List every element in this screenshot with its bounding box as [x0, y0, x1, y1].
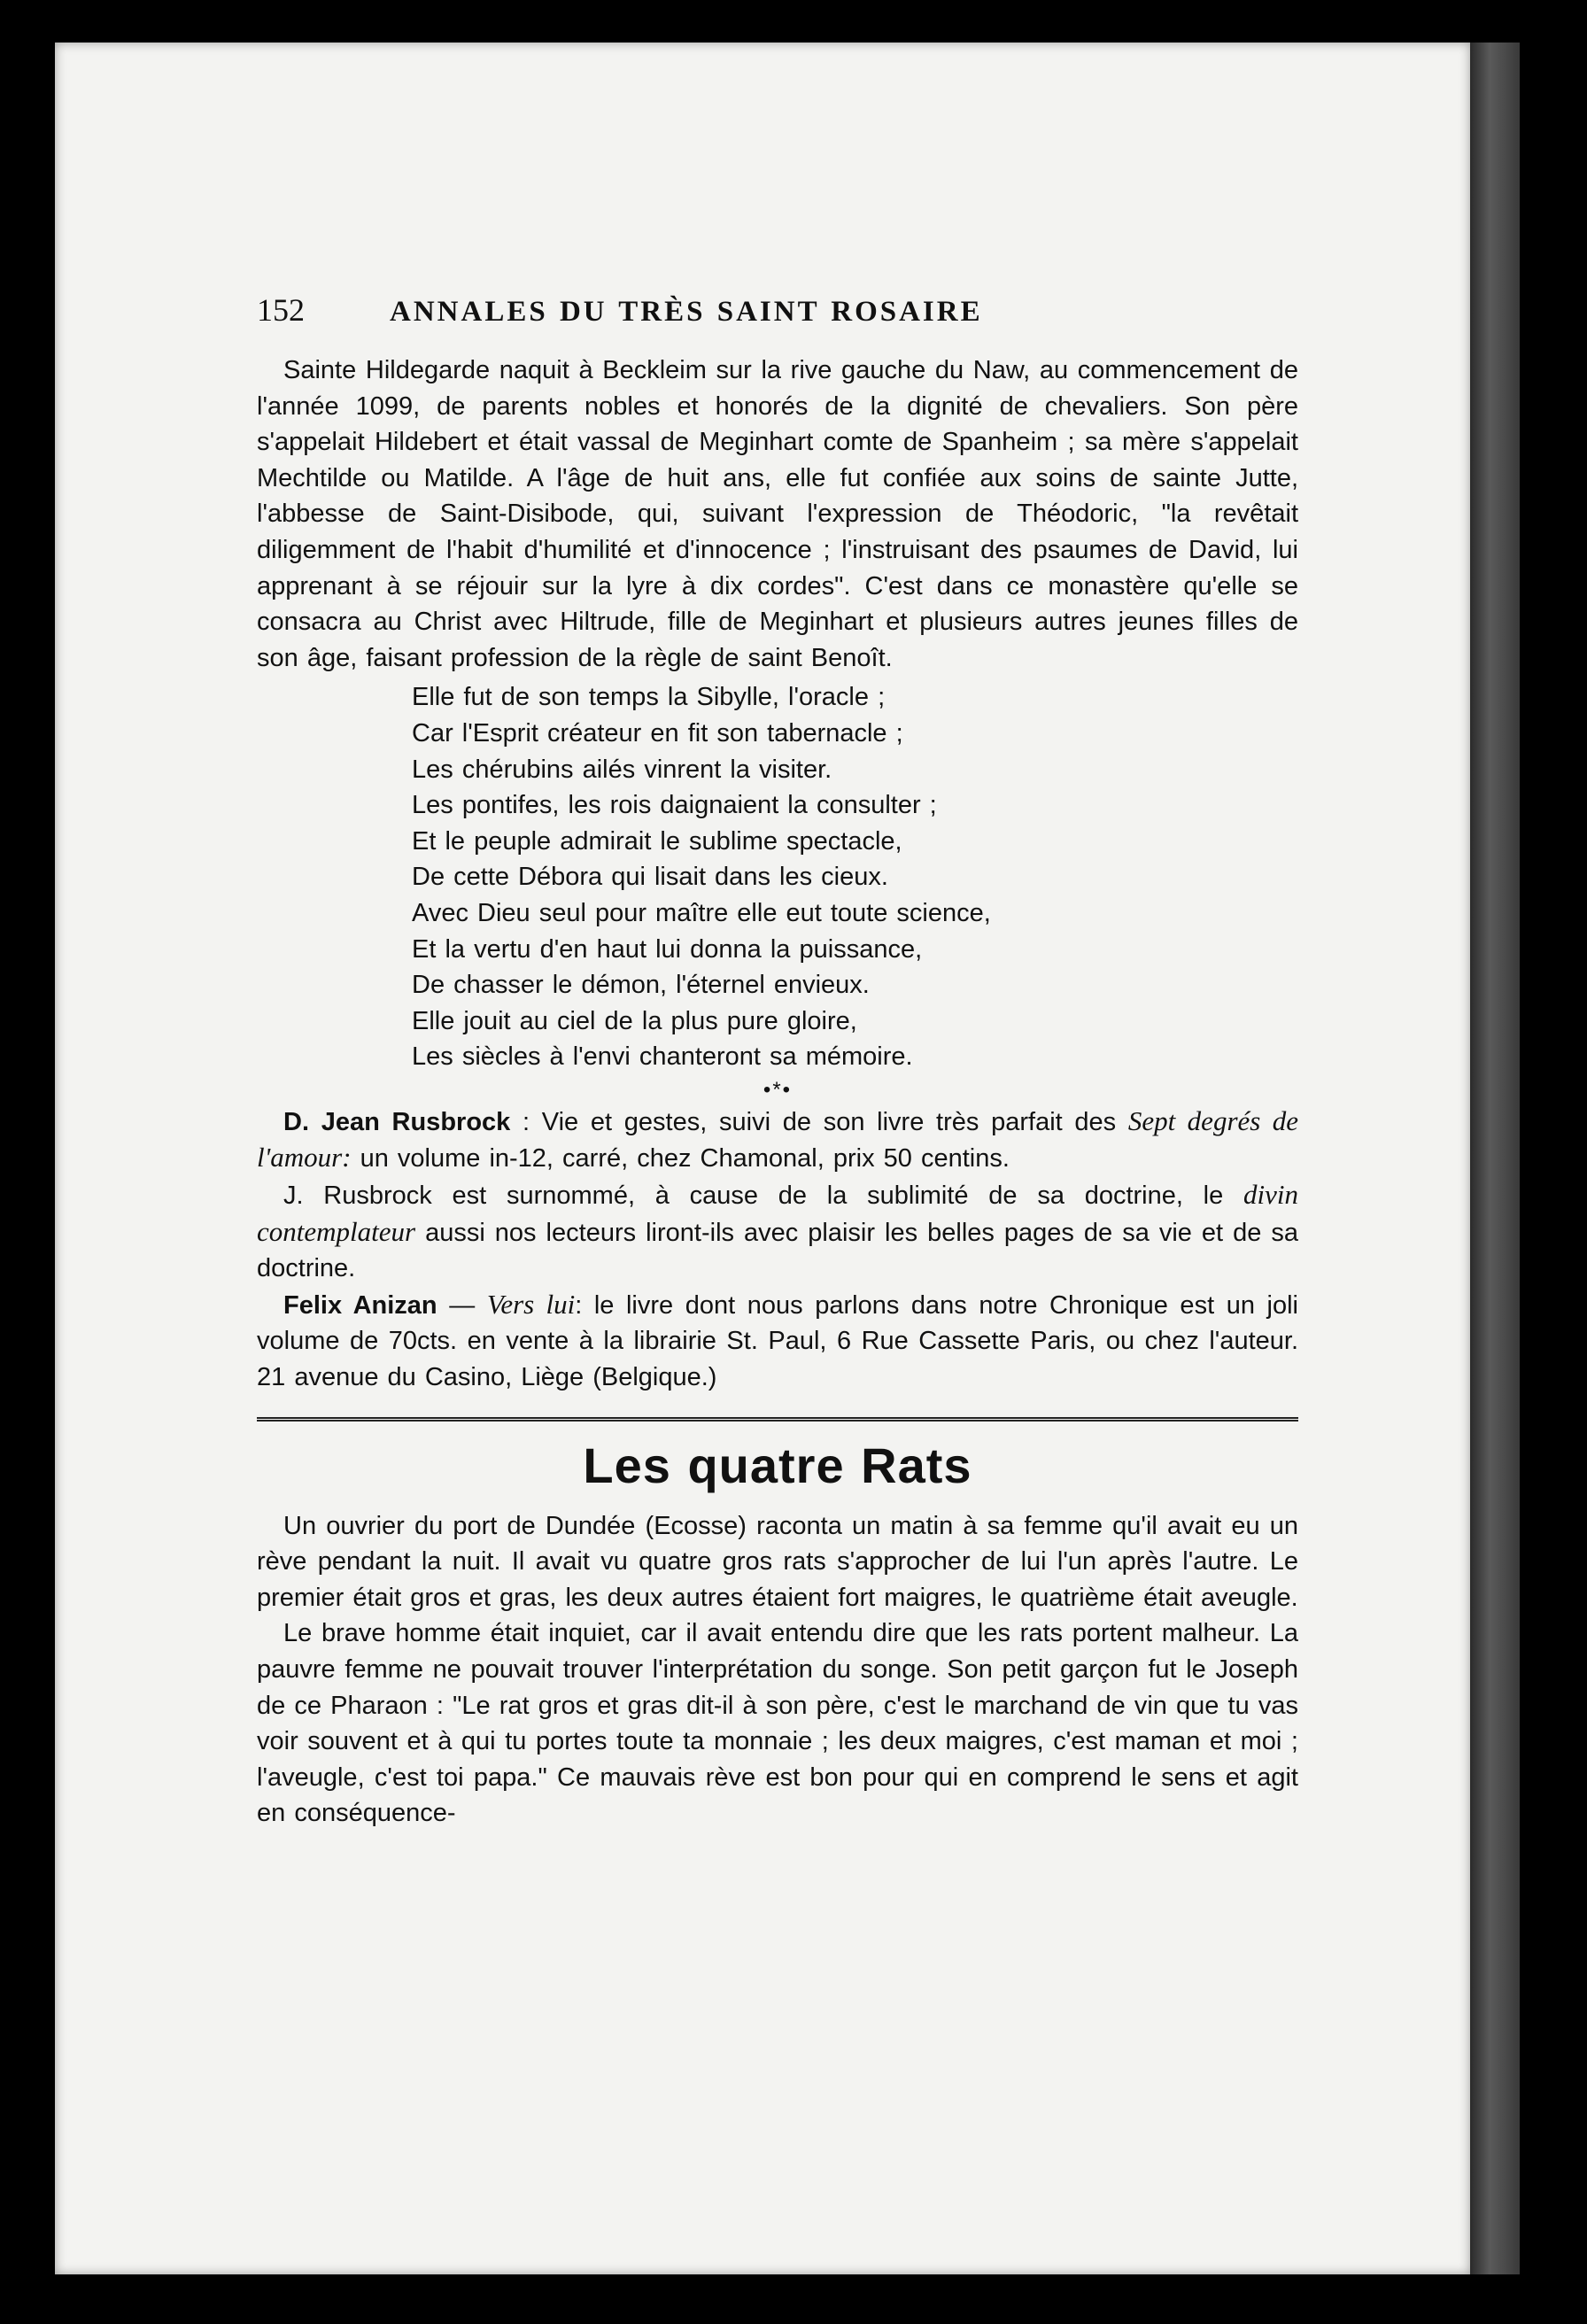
notice-text: : le livre dont nous parlons dans notre Chronique est un joli volume de 70cts. en vente à la librairie St. Paul, 6 Rue Cassette Paris, ou chez l'auteur. 21 avenue du Casino, Liège (Belgique.): [257, 1290, 1298, 1392]
notice-text: : Vie et gestes, suivi de son livre très parfait des: [510, 1107, 1128, 1136]
notice-author: Felix Anizan: [283, 1290, 437, 1320]
article-title: Les quatre Rats: [583, 1437, 972, 1493]
page-text-block: [257, 292, 1298, 1832]
poem-line: Et la vertu d'en haut lui donna la puissance,: [412, 934, 923, 964]
notice-dash: —: [437, 1290, 487, 1320]
section-rule: [257, 1417, 1298, 1423]
poem-line: De cette Débora qui lisait dans les cieux.: [412, 863, 888, 892]
poem-line: Elle jouit au ciel de la plus pure gloire,: [412, 1006, 857, 1035]
hildegarde-paragraph: Sainte Hildegarde naquit à Beckleim sur la rive gauche du Naw, au commencement de l'année 1099, de parents nobles et honorés de la dignité de chevaliers. Son père s'appelait Hildebert et était vassal de Meginhart comte de Spanheim ; sa mère s'appelait Mechtilde ou Matilde. A l'âge de huit ans, elle fut confiée aux soins de sainte Jutte, l'abbesse de Saint-Disibode, qui, suivant l'expression de Théodoric, "la revêtait diligemment de l'habit d'humilité et d'innocence ; l'instruisant des psaumes de David, lui apprenant à se réjouir sur la lyre à dix cordes". C'est dans ce monastère qu'elle se consacra au Christ avec Hiltrude, fille de Meginhart et plusieurs autres jeunes filles de son âge, faisant profession de la règle de saint Benoît.: [257, 356, 1298, 672]
article-paragraph: Un ouvrier du port de Dundée (Ecosse) raconta un matin à sa femme qu'il avait eu un rève pendant la nuit. Il avait vu quatre gros rats s'approcher de lui l'un après l'autre. Le premier était gros et gras, les deux autres étaient fort maigres, le quatrième était aveugle.: [257, 1511, 1298, 1612]
poem-line: Les chérubins ailés vinrent la visiter.: [412, 755, 832, 784]
note-text: J. Rusbrock est surnommé, à cause de la sublimité de sa doctrine, le: [283, 1181, 1243, 1211]
note-text: aussi nos lecteurs liront-ils avec plaisir les belles pages de sa vie et de sa doctrine.: [257, 1218, 1298, 1283]
notice-book-title: Sept degrés de l'amour:: [257, 1104, 1298, 1174]
poem-line: De chasser le démon, l'éternel envieux.: [412, 971, 870, 1000]
anizan-notice: [257, 1287, 1298, 1396]
poem: [412, 679, 1298, 1075]
notice-text: un volume in-12, carré, chez Chamonal, prix 50 centins.: [351, 1144, 1010, 1174]
notice-author: D. Jean Rusbrock: [283, 1107, 511, 1136]
poem-line: Avec Dieu seul pour maître elle eut toute science,: [412, 898, 991, 927]
running-head: [257, 292, 1298, 335]
asterism-separator: •*•: [763, 1077, 793, 1102]
poem-line: Les siècles à l'envi chanteront sa mémoire.: [412, 1042, 913, 1072]
article-paragraph: Le brave homme était inquiet, car il avait entendu dire que les rats portent malheur. La pauvre femme ne pouvait trouver l'interprétation du songe. Son petit garçon fut le Joseph de ce Pharaon : "Le rat gros et gras dit-il à son père, c'est le marchand de vin que tu vas voir souvent et à qui tu portes toute ta monnaie ; les deux maigres, c'est maman et moi ; l'aveugle, c'est toi papa." Ce mauvais rève est bon pour qui en comprend le sens et agit en conséquence-: [257, 1619, 1298, 1828]
poem-line: Et le peuple admirait le sublime spectacle,: [412, 826, 902, 856]
journal-title: ANNALES DU TRÈS SAINT ROSAIRE: [390, 296, 983, 328]
poem-line: Les pontifes, les rois daignaient la consulter ;: [412, 791, 937, 820]
page-number: 152: [257, 292, 305, 328]
note-epithet: divin contemplateur: [257, 1179, 1298, 1247]
rusbrock-note: [257, 1177, 1298, 1287]
notice-book-title: Vers lui: [486, 1288, 576, 1320]
rusbrock-notice: [257, 1104, 1298, 1177]
poem-line: Elle fut de son temps la Sibylle, l'oracle ;: [412, 683, 886, 712]
book-spine: [1470, 43, 1520, 2274]
poem-line: Car l'Esprit créateur en fit son tabernacle ;: [412, 718, 903, 748]
